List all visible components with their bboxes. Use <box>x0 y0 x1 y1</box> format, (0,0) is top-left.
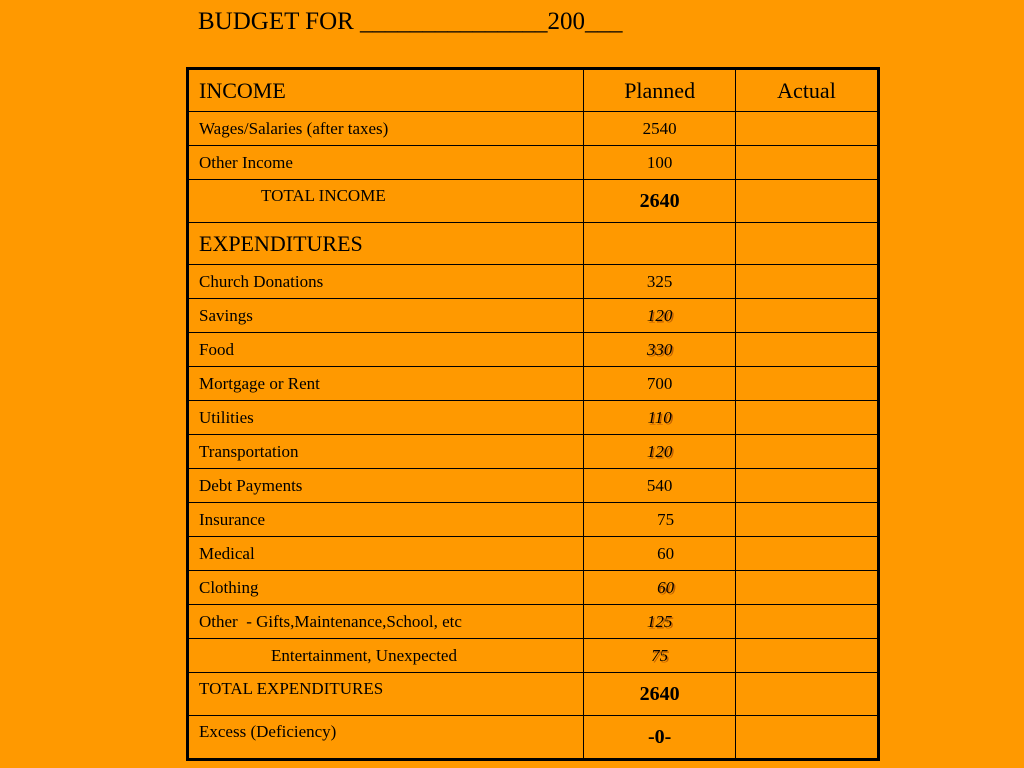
planned-cell <box>584 537 736 571</box>
table-row <box>188 401 879 435</box>
actual-cell[interactable] <box>736 503 879 537</box>
table-row <box>188 299 879 333</box>
expenditures-header-row <box>188 223 879 265</box>
row-label: Other Income <box>188 146 584 180</box>
total-income-row <box>188 180 879 223</box>
planned-cell: 325 <box>584 265 736 299</box>
row-label: Wages/Salaries (after taxes) <box>188 112 584 146</box>
table-row <box>188 639 879 673</box>
table-row <box>188 146 879 180</box>
table-row <box>188 537 879 571</box>
table-row <box>188 605 879 639</box>
table-row <box>188 112 879 146</box>
row-label: Utilities <box>188 401 584 435</box>
actual-cell[interactable] <box>736 469 879 503</box>
row-label: Insurance <box>188 503 584 537</box>
table-row <box>188 469 879 503</box>
actual-cell[interactable] <box>736 639 879 673</box>
row-label: Mortgage or Rent <box>188 367 584 401</box>
actual-cell[interactable] <box>736 401 879 435</box>
row-label: Entertainment, Unexpected <box>188 639 584 673</box>
planned-cell: 75 <box>584 639 736 673</box>
excess-row <box>188 716 879 760</box>
total-expenditures-row <box>188 673 879 716</box>
page-title: BUDGET FOR _______________200___ <box>198 8 623 35</box>
actual-cell[interactable] <box>736 435 879 469</box>
row-label: Other - Gifts,Maintenance,School, etc <box>188 605 584 639</box>
planned-cell: 100 <box>584 146 736 180</box>
actual-cell[interactable] <box>736 112 879 146</box>
row-label: Clothing <box>188 571 584 605</box>
planned-value: 60 <box>657 577 675 597</box>
planned-value: 75 <box>657 509 675 529</box>
excess-label: Excess (Deficiency) <box>188 716 584 760</box>
actual-cell[interactable] <box>736 367 879 401</box>
total-expenditures-label: TOTAL EXPENDITURES <box>188 673 584 716</box>
total-expenditures-planned: 2640 <box>584 673 736 716</box>
excess-actual[interactable] <box>736 716 879 760</box>
table-row <box>188 435 879 469</box>
actual-column-header: Actual <box>736 69 879 112</box>
planned-cell: 540 <box>584 469 736 503</box>
planned-cell: 120 <box>584 435 736 469</box>
planned-cell: 2540 <box>584 112 736 146</box>
planned-cell <box>584 223 736 265</box>
income-header-label: INCOME <box>188 69 584 112</box>
actual-cell[interactable] <box>736 571 879 605</box>
total-income-label: TOTAL INCOME <box>188 180 584 223</box>
row-label: Church Donations <box>188 265 584 299</box>
actual-cell[interactable] <box>736 146 879 180</box>
budget-table <box>186 67 880 761</box>
actual-cell[interactable] <box>736 537 879 571</box>
planned-cell <box>584 503 736 537</box>
total-expenditures-actual[interactable] <box>736 673 879 716</box>
table-row <box>188 265 879 299</box>
table-row <box>188 333 879 367</box>
planned-cell: 110 <box>584 401 736 435</box>
table-row <box>188 503 879 537</box>
row-label: Medical <box>188 537 584 571</box>
table-row <box>188 571 879 605</box>
actual-cell[interactable] <box>736 605 879 639</box>
planned-cell: 700 <box>584 367 736 401</box>
planned-cell: 120 <box>584 299 736 333</box>
actual-cell[interactable] <box>736 265 879 299</box>
planned-cell <box>584 571 736 605</box>
row-label: Food <box>188 333 584 367</box>
row-label: Transportation <box>188 435 584 469</box>
expenditures-header-label: EXPENDITURES <box>188 223 584 265</box>
total-income-actual[interactable] <box>736 180 879 223</box>
actual-cell[interactable] <box>736 333 879 367</box>
actual-cell[interactable] <box>736 299 879 333</box>
planned-column-header: Planned <box>584 69 736 112</box>
income-header-row <box>188 69 879 112</box>
total-income-planned: 2640 <box>584 180 736 223</box>
row-label: Savings <box>188 299 584 333</box>
planned-value: 60 <box>657 543 675 563</box>
table-row <box>188 367 879 401</box>
planned-cell: 330 <box>584 333 736 367</box>
row-label: Debt Payments <box>188 469 584 503</box>
actual-cell <box>736 223 879 265</box>
excess-planned: -0- <box>584 716 736 760</box>
planned-cell: 125 <box>584 605 736 639</box>
